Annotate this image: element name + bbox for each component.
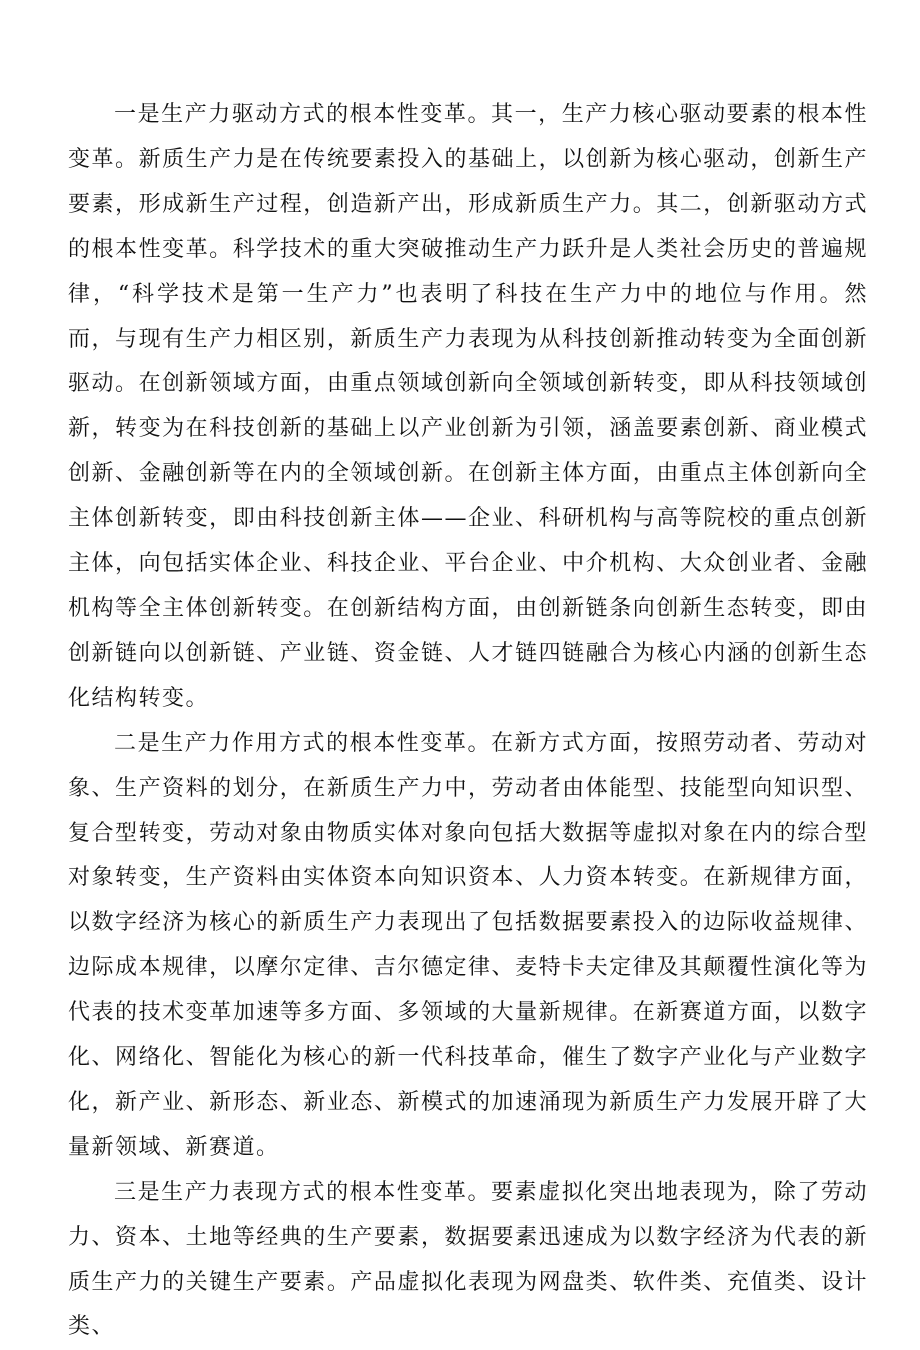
document-body	[68, 93, 868, 1350]
paragraph-productivity-expression: 三是生产力表现方式的根本性变革。要素虚拟化突出地表现为，除了劳动力、资本、土地等经典的生产要素，数据要素迅速成为以数字经济为代表的新质生产力的关键生产要素。产品虚拟化表现为网盘类、软件类、充值类、设计类、	[68, 1179, 868, 1340]
paragraph-productivity-action: 二是生产力作用方式的根本性变革。在新方式方面，按照劳动者、劳动对象、生产资料的划分，在新质生产力中，劳动者由体能型、技能型向知识型、复合型转变，劳动对象由物质实体对象向包括大数据等虚拟对象在内的综合型对象转变，生产资料由实体资本向知识资本、人力资本转变。在新规律方面，以数字经济为核心的新质生产力表现出了包括数据要素投入的边际收益规律、边际成本规律，以摩尔定律、吉尔德定律、麦特卡夫定律及其颠覆性演化等为代表的技术变革加速等多方面、多领域的大量新规律。在新赛道方面，以数字化、网络化、智能化为核心的新一代科技革命，催生了数字产业化与产业数字化，新产业、新形态、新业态、新模式的加速涌现为新质生产力发展开辟了大量新领域、新赛道。	[68, 730, 868, 1160]
paragraph-productivity-drive: 一是生产力驱动方式的根本性变革。其一，生产力核心驱动要素的根本性变革。新质生产力是在传统要素投入的基础上，以创新为核心驱动，创新生产要素，形成新生产过程，创造新产出，形成新质生产力。其二，创新驱动方式的根本性变革。科学技术的重大突破推动生产力跃升是人类社会历史的普遍规律，“科学技术是第一生产力”也表明了科技在生产力中的地位与作用。然而，与现有生产力相区别，新质生产力表现为从科技创新推动转变为全面创新驱动。在创新领域方面，由重点领域创新向全领域创新转变，即从科技领域创新，转变为在科技创新的基础上以产业创新为引领，涵盖要素创新、商业模式创新、金融创新等在内的全领域创新。在创新主体方面，由重点主体创新向全主体创新转变，即由科技创新主体——企业、科研机构与高等院校的重点创新主体，向包括实体企业、科技企业、平台企业、中介机构、大众创业者、金融机构等全主体创新转变。在创新结构方面，由创新链条向创新生态转变，即由创新链向以创新链、产业链、资金链、人才链四链融合为核心内涵的创新生态化结构转变。	[68, 102, 868, 711]
